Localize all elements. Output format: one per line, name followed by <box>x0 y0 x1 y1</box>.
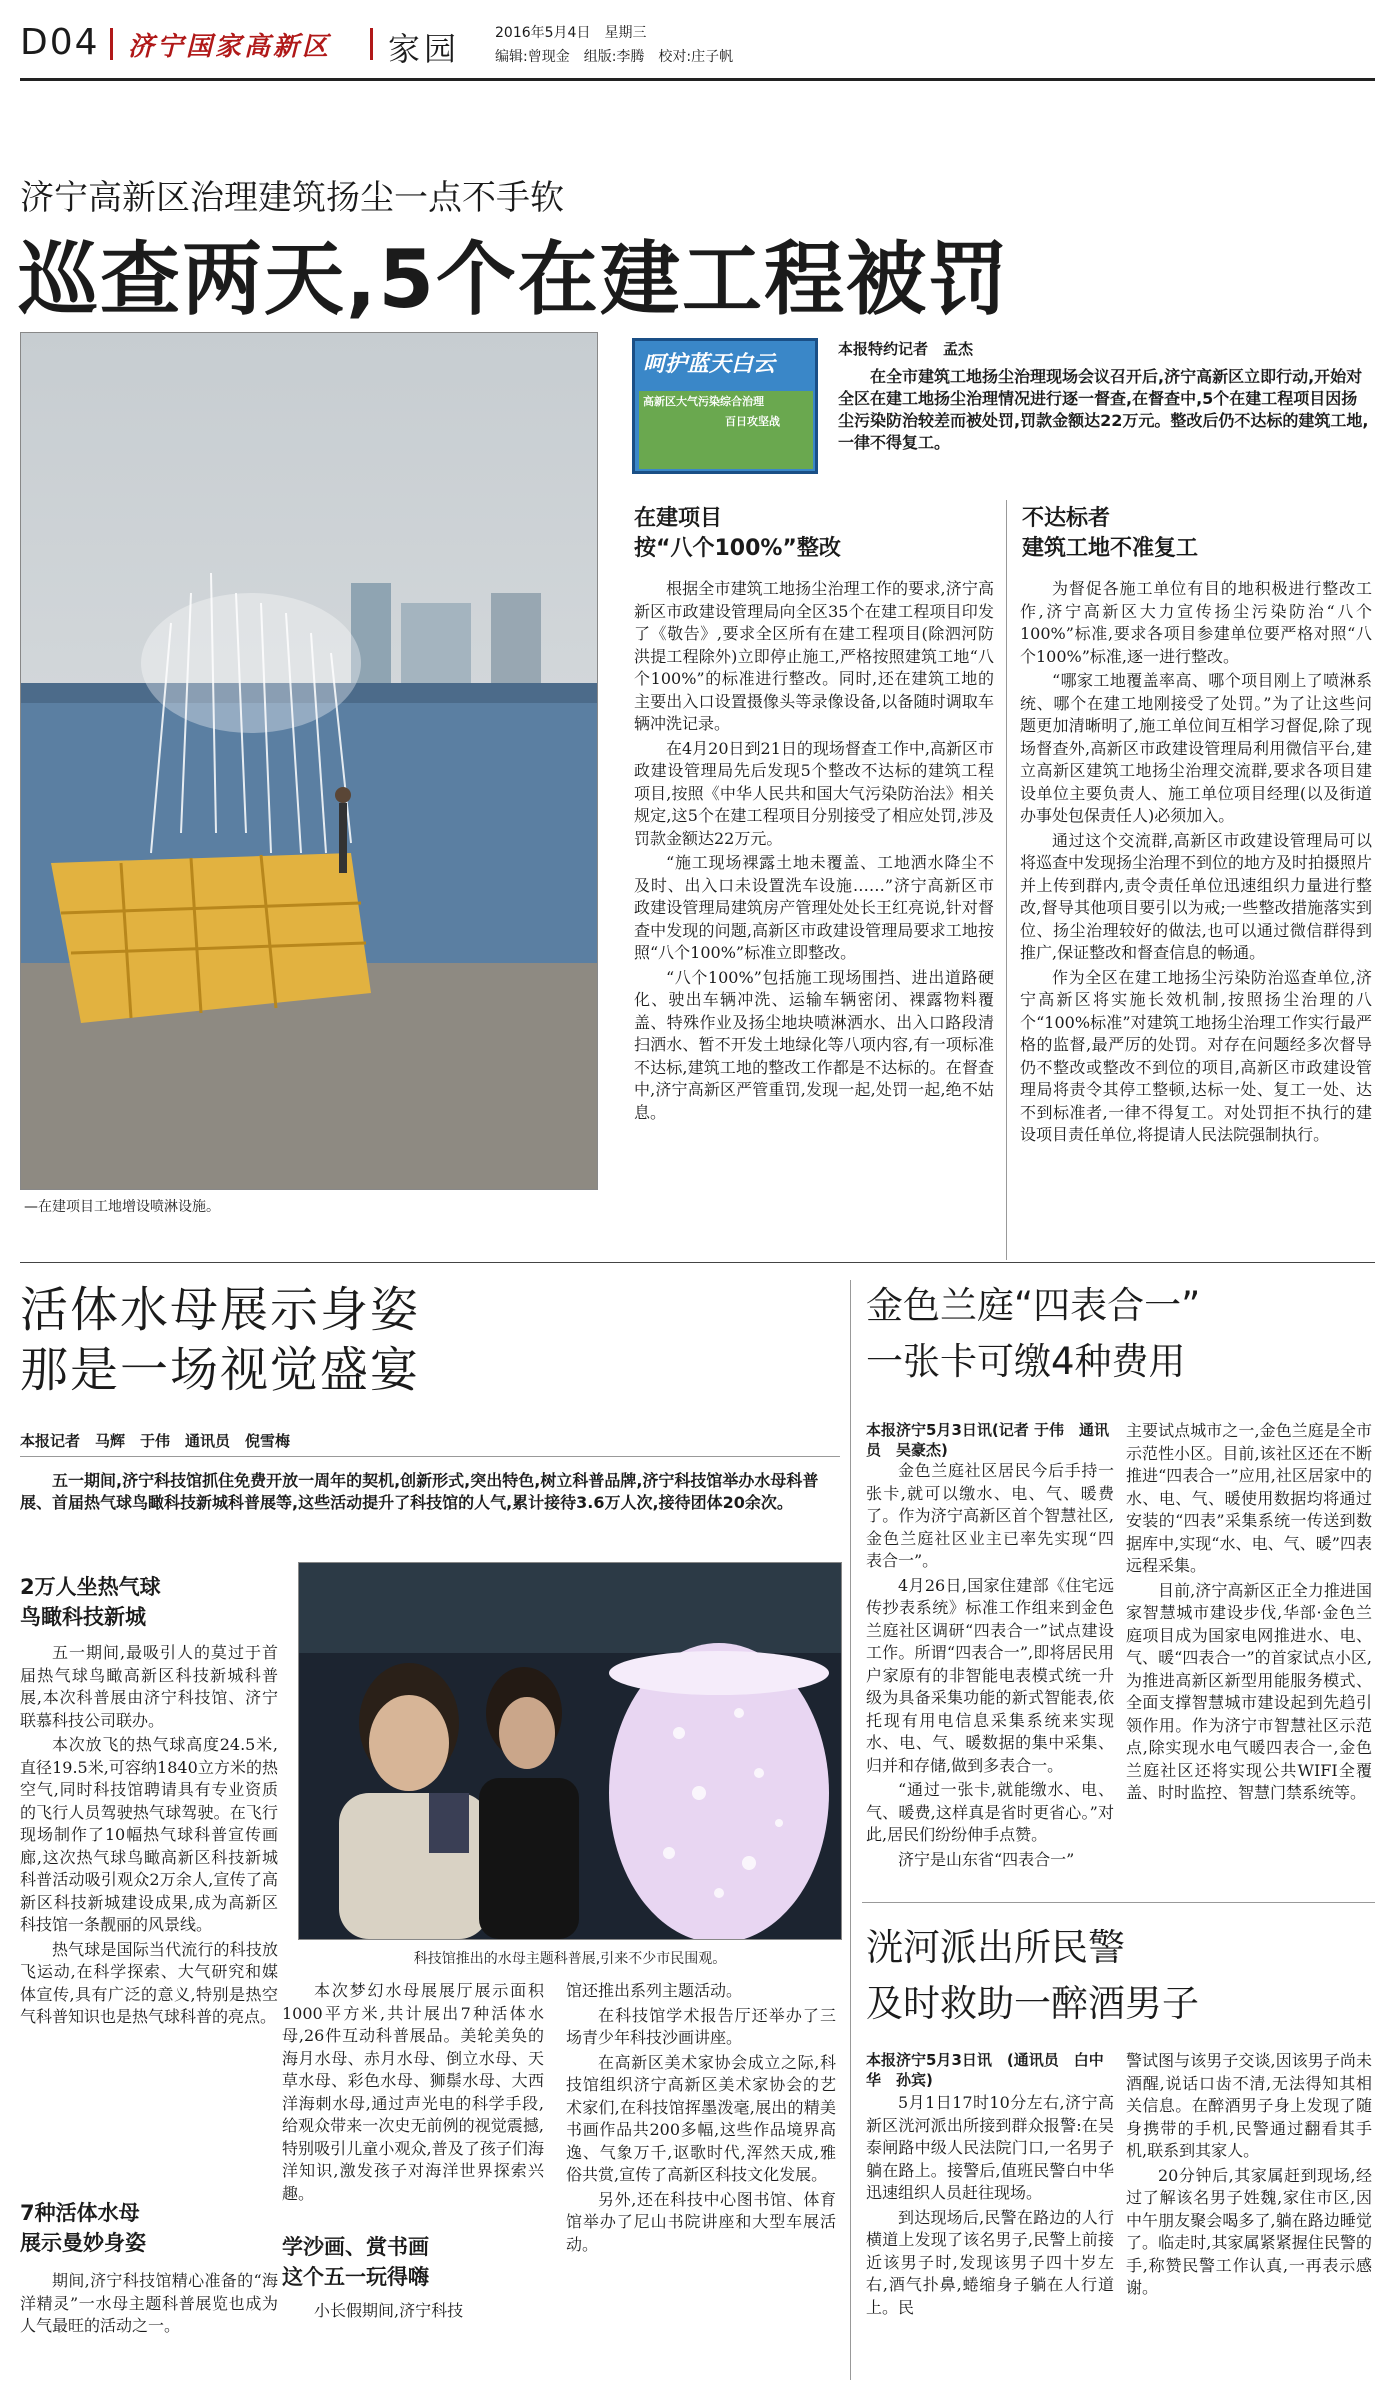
jelly-headline-line1: 活体水母展示身姿 <box>20 1282 421 1338</box>
masthead-divider <box>110 28 113 60</box>
lead-sub-a <box>634 504 841 564</box>
paragraph: 目前,济宁高新区正全力推进国家智慧城市建设步伐,华部·金色兰庭项目成为国家电网推进水、电、气、暖“四表合一”的首家试点小区,为推进高新区新型用能服务模式、全面支撑智慧城市建设起到先趋引领作用。作为济宁市智慧社区示范点,除实现水电气暖四表合一,金色兰庭社区还将实现公共WIFI全覆盖、时时监控、智慧门禁系统等。 <box>1126 1580 1372 1802</box>
card-headline-line1: 金色兰庭“四表合一” <box>866 1284 1201 1327</box>
jelly-sub2-line1: 7种活体水母 <box>20 2201 140 2225</box>
jelly-column-2-tail <box>282 2300 544 2340</box>
police-headline-line1: 洸河派出所民警 <box>866 1926 1125 1969</box>
jelly-byline: 本报记者 马辉 于伟 通讯员 倪雪梅 <box>20 1432 291 1450</box>
jelly-sub2-line2: 展示曼妙身姿 <box>20 2231 146 2255</box>
date-line: 2016年5月4日 星期三 <box>495 25 647 41</box>
jelly-headline-line2: 那是一场视觉盛宴 <box>20 1342 421 1398</box>
jelly-sub1 <box>20 1572 161 1632</box>
jelly-sub3 <box>282 2232 429 2292</box>
campaign-badge <box>632 338 818 474</box>
staff-line: 编辑:曾现金 组版:李腾 校对:庄子帆 <box>495 49 734 65</box>
paragraph: 通过这个交流群,高新区市政建设管理局可以将巡查中发现扬尘治理不到位的地方及时拍摄照片并上传到群内,责令责任单位迅速组织力量进行整改,督导其他项目要引以为戒;一些整改措施落实到位、扬尘治理较好的做法,也可以通过微信群得到推广,保证整改和督查信息的畅通。 <box>1020 830 1372 962</box>
page-number: D04 <box>20 22 100 63</box>
jellyfish-photo-image <box>299 1563 841 1939</box>
jelly-sub3-line1: 学沙画、赏书画 <box>282 2235 429 2259</box>
police-column-1 <box>866 2092 1114 2382</box>
construction-photo-caption: —在建项目工地增设喷淋设施。 <box>24 1199 220 1215</box>
paragraph: 5月1日17时10分左右,济宁高新区洸河派出所接到群众报警:在吴泰闸路中级人民法院门口,一名男子躺在路上。接警后,值班民警白中华迅速组织人员赶往现场。 <box>866 2093 1114 2202</box>
paragraph: 到达现场后,民警在路边的人行横道上发现了该名男子,民警上前接近该男子时,发现该男子四十岁左右,酒气扑鼻,蜷缩身子躺在人行道上。民 <box>866 2207 1114 2317</box>
lead-column-a <box>634 578 994 1258</box>
lead-column-b <box>1020 578 1372 1258</box>
card-headline <box>866 1278 1200 1390</box>
police-headline-line2: 及时救助一醉酒男子 <box>866 1982 1199 2025</box>
newspaper-brand: 济宁国家高新区 <box>128 32 332 62</box>
lead-intro: 在全市建筑工地扬尘治理现场会议召开后,济宁高新区立即行动,开始对全区在建工地扬尘治理情况进行逐一督查,在督查中,5个在建工程项目因扬尘污染防治较差而被处罚,罚款金额达22万元。整改后仍不达标的建筑工地,一律不得复工。 <box>838 367 1369 452</box>
badge-sub1: 高新区大气污染综合治理 <box>643 395 764 408</box>
police-column-2 <box>1126 2050 1372 2380</box>
masthead-rule <box>20 78 1375 81</box>
paragraph: 为督促各施工单位有目的地积极进行整改工作,济宁高新区大力宣传扬尘污染防治“八个100%”标准,要求各项目参建单位要严格对照“八个100%”标准,逐一进行整改。 <box>1020 579 1372 666</box>
paragraph: 金色兰庭社区居民今后手持一张卡,就可以缴水、电、气、暖费了。作为济宁高新区首个智慧社区,金色兰庭社区业主已率先实现“四表合一”。 <box>866 1461 1114 1570</box>
column-divider <box>850 1280 851 2380</box>
jelly-headline <box>20 1280 420 1400</box>
paragraph: 济宁是山东省“四表合一” <box>898 1849 1075 1869</box>
paragraph: 本次梦幻水母展展厅展示面积1000平方米,共计展出7种活体水母,26件互动科普展品。美轮美奂的海月水母、赤月水母、倒立水母、天草水母、彩色水母、狮鬃水母、大西洋海刺水母,通过声光电的科学手段,给观众带来一次史无前例的视觉震撼,特别吸引儿童小观众,普及了孩子们海洋知识,激发孩子对海洋世界探索兴趣。 <box>282 1981 544 2203</box>
paragraph: 在高新区美术家协会成立之际,科技馆组织济宁高新区美术家协会的艺术家们,在科技馆挥墨泼毫,展出的精美书画作品共200多幅,这些作品境界高逸、气象万千,讴歌时代,浑然天成,雅俗共赏,宣传了高新区科技文化发展。 <box>566 2052 836 2184</box>
story-rule <box>862 1902 1375 1903</box>
paragraph: 作为全区在建工地扬尘污染防治巡查单位,济宁高新区将实施长效机制,按照扬尘治理的八个“100%标准”对建筑工地扬尘治理工作实行最严格的监督,最严厉的处罚。对存在问题经多次督导仍不整改或整改不到位的项目,高新区市政建设管理局将责令其停工整顿,达标一处、复工一处、达不到标准者,一律不得复工。对处罚拒不执行的建设项目责任单位,将提请人民法院强制执行。 <box>1020 967 1372 1144</box>
jelly-intro: 五一期间,济宁科技馆抓住免费开放一周年的契机,创新形式,突出特色,树立科普品牌,济宁科技馆举办水母科普展、首届热气球鸟瞰科技新城科普展等,这些活动提升了科技馆的人气,累计接待3.6万人次,接待团体20余次。 <box>20 1471 819 1512</box>
paragraph: “施工现场裸露土地未覆盖、工地洒水降尘不及时、出入口未设置洗车设施……”济宁高新区市政建设管理局建筑房产管理处处长王红亮说,针对督查中发现的问题,高新区市政建设管理局要求工地按照“八个100%”标准立即整改。 <box>634 853 994 962</box>
lead-sub-a-line2: 按“八个100%”整改 <box>634 536 841 561</box>
lead-sub-b <box>1022 504 1198 564</box>
card-column-2 <box>1126 1420 1372 1890</box>
police-headline <box>866 1920 1199 2032</box>
card-headline-line2: 一张卡可缴4种费用 <box>866 1340 1186 1383</box>
jelly-column-2 <box>282 1980 544 2224</box>
section-name: 家园 <box>388 30 461 68</box>
paragraph: 在4月20日到21日的现场督查工作中,高新区市政建设管理局先后发现5个整改不达标的建筑工程项目,按照《中华人民共和国大气污染防治法》相关规定,这5个在建工程项目分别接受了相应处罚,涉及罚款金额达22万元。 <box>634 738 994 848</box>
paragraph: 期间,济宁科技馆精心准备的“海洋精灵”一水母主题科普展览也成为人气最旺的活动之一。 <box>20 2271 278 2335</box>
jellyfish-photo-caption: 科技馆推出的水母主题科普展,引来不少市民围观。 <box>413 1951 727 1967</box>
jellyfish-photo <box>298 1562 842 1940</box>
byline-rule <box>20 1456 840 1457</box>
paragraph: 另外,还在科技中心图书馆、体育馆举办了尼山书院讲座和大型车展活动。 <box>566 2189 836 2254</box>
lead-headline: 巡查两天,5个在建工程被罚 <box>18 233 1011 326</box>
jelly-column-3 <box>566 1980 836 2380</box>
masthead <box>20 22 1375 74</box>
column-divider <box>1006 500 1007 1260</box>
lead-sub-a-line1: 在建项目 <box>634 506 723 531</box>
paragraph: 在科技馆学术报告厅还举办了三场青少年科技沙画讲座。 <box>566 2005 836 2047</box>
paragraph: 本次放飞的热气球高度24.5米,直径19.5米,可容纳1840立方米的热空气,同时科技馆聘请具有专业资质的飞行人员驾驶热气球驾驶。在飞行现场制作了10幅热气球科普宣传画廊,这次热气球鸟瞰高新区科技新城科普活动吸引观众2万余人,宣传了高新区科技新城建设成果,成为高新区科技馆一条靓丽的风景线。 <box>20 1735 278 1934</box>
masthead-divider <box>370 28 373 60</box>
paragraph: 4月26日,国家住建部《住宅远传抄表系统》标准工作组来到金色兰庭社区调研“四表合一”试点建设工作。所谓“四表合一”,即将居民用户家原有的非智能电表模式统一升级为具备采集功能的新式智能表,依托现有用电信息采集系统来实现水、电、气、暖数据的集中采集、归并和存储,做到多表合一。 <box>866 1575 1114 1775</box>
construction-photo <box>20 332 598 1190</box>
badge-title: 呵护蓝天白云 <box>643 352 776 377</box>
jelly-sub1-line1: 2万人坐热气球 <box>20 1575 161 1599</box>
section-rule <box>20 1262 1375 1263</box>
paragraph: 馆还推出系列主题活动。 <box>566 1981 743 2000</box>
jelly-column-1 <box>20 1642 278 2186</box>
paragraph: 警试图与该男子交谈,因该男子尚未酒醒,说话口齿不清,无法得知其相关信息。在醉酒男子身上发现了随身携带的手机,民警通过翻看其手机,联系到其家人。 <box>1126 2051 1372 2160</box>
lead-sub-b-line2: 建筑工地不准复工 <box>1022 536 1199 561</box>
jelly-sub2 <box>20 2198 146 2258</box>
jelly-column-1-tail <box>20 2270 278 2380</box>
lead-kicker: 济宁高新区治理建筑扬尘一点不手软 <box>20 178 564 218</box>
paragraph: 小长假期间,济宁科技 <box>314 2301 464 2320</box>
lead-sub-b-line1: 不达标者 <box>1022 506 1111 531</box>
paragraph: “通过一张卡,就能缴水、电、气、暖费,这样真是省时更省心。”对此,居民们纷纷伸手点赞。 <box>866 1780 1114 1844</box>
paragraph: 主要试点城市之一,金色兰庭是全市示范性小区。目前,该社区还在不断推进“四表合一”应用,社区居家中的水、电、气、暖使用数据均将通过安装的“四表”采集系统一传送到数据库中,实现“水、电、气、暖”四表远程采集。 <box>1126 1421 1372 1575</box>
lead-byline: 本报特约记者 孟杰 <box>838 340 974 358</box>
jelly-sub1-line2: 鸟瞰科技新城 <box>20 1605 146 1629</box>
card-byline: 本报济宁5月3日讯(记者 于伟 通讯员 吴豪杰) <box>866 1421 1109 1459</box>
paragraph: 五一期间,最吸引人的莫过于首届热气球鸟瞰高新区科技新城科普展,本次科普展由济宁科技馆、济宁联慕科技公司联办。 <box>20 1643 278 1730</box>
paragraph: 20分钟后,其家属赶到现场,经过了解该名男子姓魏,家住市区,因中午朋友聚会喝多了,躺在路边睡觉了。临走时,其家属紧紧握住民警的手,称赞民警工作认真,一再表示感谢。 <box>1126 2165 1372 2297</box>
construction-photo-image <box>21 333 597 1189</box>
jelly-sub3-line2: 这个五一玩得嗨 <box>282 2265 429 2289</box>
card-column-1 <box>866 1460 1114 1890</box>
paragraph: 根据全市建筑工地扬尘治理工作的要求,济宁高新区市政建设管理局向全区35个在建工程项目印发了《敬告》,要求全区所有在建工程项目(除泗河防洪提工程除外)立即停止施工,严格按照建筑工地“八个100%”的标准进行整改。同时,还在建筑工地的主要出入口设置摄像头等录像设备,以备随时调取车辆冲洗记录。 <box>634 579 994 733</box>
police-byline: 本报济宁5月3日讯 (通讯员 白中华 孙宾) <box>866 2051 1104 2089</box>
paragraph: “八个100%”包括施工现场围挡、进出道路硬化、驶出车辆冲洗、运输车辆密闭、裸露物料覆盖、特殊作业及扬尘地块喷淋洒水、出入口路段清扫洒水、暂不开发土地绿化等八项内容,有一项标准不达标,建筑工地的整改工作都是不达标的。在督查中,济宁高新区严管重罚,发现一起,处罚一起,绝不姑息。 <box>634 967 994 1122</box>
badge-sub2: 百日攻坚战 <box>725 415 780 428</box>
paragraph: “哪家工地覆盖率高、哪个项目刚上了喷淋系统、哪个在建工地刚接受了处罚。”为了让这些问题更加清晰明了,施工单位间互相学习督促,除了现场督查外,高新区市政建设管理局利用微信平台,建立高新区建筑工地扬尘治理交流群,要求各项目建设单位主要负责人、施工单位项目经理(以及街道办事处包保责任人)必须加入。 <box>1020 671 1372 825</box>
paragraph: 热气球是国际当代流行的科技放飞运动,在科学探索、大气研究和媒体宣传,具有广泛的意义,特别是热空气科普知识也是热气球科普的亮点。 <box>20 1939 278 2026</box>
